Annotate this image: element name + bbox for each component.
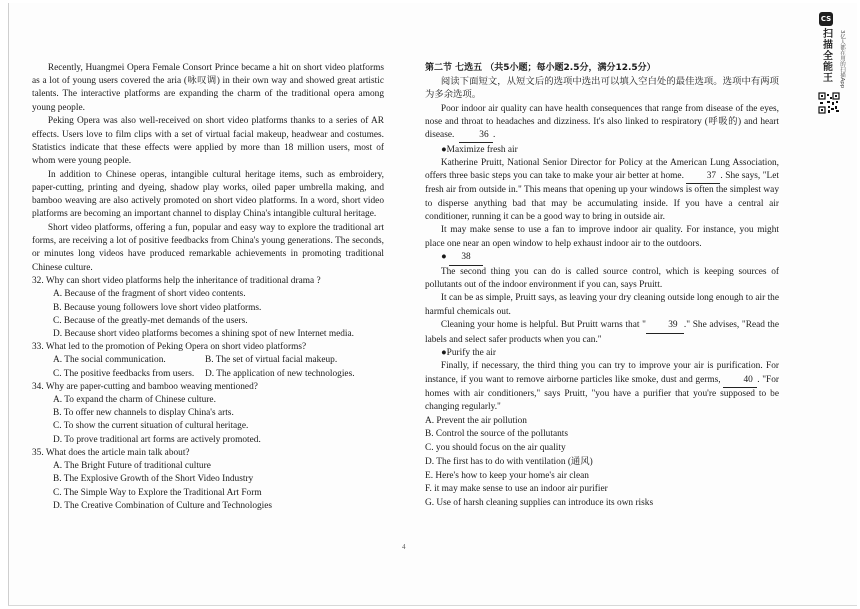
scanner-app-subtitle: 3亿人都在用的扫描App — [839, 30, 845, 89]
passage-paragraph-2: Peking Opera was also well-received on short video platforms thanks to a series of AR effects. Users love to film clips with a set of virtual facial makeup, headwear and costumes. Statistics indicate that these effects were applied by more than 18 million users, most of whom were young people. — [32, 116, 384, 166]
passage-paragraph-purification — [425, 360, 779, 414]
question-33-options-row-1 — [32, 354, 384, 367]
cleaning-text-end: ." She advises, "Read the labels and select safer products when you can." — [425, 320, 780, 345]
passage-paragraph-fan: It may make sense to use a fan to improve indoor air quality. For instance, you might place one near an open window to help exhaust indoor air to the outdoors. — [425, 225, 779, 249]
blank-37: 37 — [686, 170, 720, 184]
heading-maximize-fresh-air: ●Maximize fresh air — [441, 144, 518, 155]
question-33-option-c: C. The positive feedbacks from users. — [53, 368, 195, 379]
question-32-option-d: D. Because short video platforms becomes a shining spot of new Internet media. — [53, 329, 354, 340]
question-34-stem: 34. Why are paper-cutting and bamboo weaving mentioned? — [32, 381, 258, 392]
choice-option-c: C. you should focus on the air quality — [425, 443, 566, 454]
section-instructions: 阅读下面短文，从短文后的选项中选出可以填入空白处的最佳选项。选项中有两项为多余选项。 — [425, 76, 779, 100]
question-34-option-a: A. To expand the charm of Chinese culture. — [53, 395, 216, 406]
question-34-option-c: C. To show the current situation of cultural heritage. — [53, 421, 249, 432]
blank-40: 40 — [723, 374, 757, 388]
choice-option-a: A. Prevent the air pollution — [425, 415, 527, 426]
question-32-option-a: A. Because of the fragment of short video contents. — [53, 289, 246, 300]
scanner-app-name: 扫描全能王 — [820, 28, 832, 83]
intro-text: Poor indoor air quality can have health consequences that range from disease of the eyes, nose and throat to headaches and dizziness. It's also linked to respiratory (呼吸的) and heart disease. — [425, 103, 779, 141]
choice-option-e: E. Here's how to keep your home's air clean — [425, 470, 589, 481]
question-33-option-d: D. The application of new technologies. — [205, 368, 355, 379]
question-32-option-b: B. Because young followers love short video platforms. — [53, 302, 262, 313]
passage-paragraph-3: In addition to Chinese operas, intangible cultural heritage items, such as embroidery, paper-cutting, printing and dyeing, shadow play works, oiled paper umbrella making, and bamboo weaving are also actively promoted on short video platforms. In a word, short video platforms are becoming an important channel to display China's intangible cultural heritage. — [32, 169, 384, 220]
passage-paragraph-source-control: The second thing you can do is called source control, which is keeping sources of pollutants out of the indoor environment if you can, says Pruitt. — [425, 266, 779, 290]
question-35-option-b: B. The Explosive Growth of the Short Video Industry — [53, 474, 254, 485]
purification-text-start: Finally, if necessary, the third thing you can try to improve your air is purification. For instance, if you want to remove airborne particles like smoke, dust and germs, — [425, 361, 779, 385]
cleaning-text-start: Cleaning your home is helpful. But Pruitt warns that " — [440, 320, 646, 331]
blank-39: 39 — [646, 319, 684, 333]
page-number: 4 — [402, 543, 406, 551]
passage-paragraph-cleaning — [425, 319, 779, 346]
passage-paragraph-pruitt: Katherine Pruitt, National Senior Director for Policy at the American Lung Association, offers three basic steps you can take to make your air better at home. 37 . She says, "Let fresh air from outside in." This means that opening up your windows is often the simplest way to disperse anything bad that may be accumulating inside. If you have a central air conditioner, running it can be a good way to bring in outside air. — [425, 157, 779, 222]
scanner-watermark — [816, 12, 836, 90]
choice-option-f: F. it may make sense to use an indoor air purifier — [425, 484, 608, 495]
question-34-option-b: B. To offer new channels to display China's arts. — [53, 408, 234, 419]
blank-36: 36 — [459, 129, 493, 143]
pruitt-text-start: Katherine Pruitt, National Senior Director for Policy at the American Lung Association, offers three basic steps you can take to make your air better at home. — [425, 157, 779, 182]
question-33-option-a: A. The social communication. — [53, 355, 166, 366]
camscanner-logo: CS — [819, 12, 833, 26]
question-32-stem: 32. Why can short video platforms help the inheritance of traditional drama ? — [32, 276, 321, 287]
choice-option-b: B. Control the source of the pollutants — [425, 429, 568, 440]
qr-code-icon — [818, 92, 840, 114]
question-34-option-d: D. To prove traditional art forms are actively promoted. — [53, 434, 261, 445]
question-35-option-d: D. The Creative Combination of Culture and Technologies — [53, 500, 273, 511]
question-35-stem: 35. What does the article main talk about? — [32, 447, 190, 458]
choice-option-d: D. The first has to do with ventilation (通风) — [425, 456, 593, 467]
right-column — [425, 62, 779, 511]
passage-paragraph-1: Recently, Huangmei Opera Female Consort Prince became a hit on short video platforms as a lot of young users covered the aria (咏叹调) in their own way and showed great artistic talents. The interactive platforms are expanding the charm of the traditional opera among young people. — [32, 63, 384, 113]
question-33-stem: 33. What led to the promotion of Peking Opera on short video platforms? — [32, 342, 307, 353]
question-35-option-a: A. The Bright Future of traditional culture — [53, 461, 211, 472]
question-32-option-c: C. Because of the greatly-met demands of the users. — [53, 315, 248, 326]
passage-intro: Poor indoor air quality can have health consequences that range from disease of the eyes, nose and throat to headaches and dizziness. It's also linked to respiratory (呼吸的) and heart disease. 36 . — [425, 103, 779, 144]
heading-blank-38: ● 38 — [425, 251, 779, 265]
question-35-option-c: C. The Simple Way to Explore the Traditional Art Form — [53, 487, 262, 498]
purification-text-end: . "For homes with air conditioners," says Pruitt, "you have a purifier that you're supposed to be changing regularly." — [425, 374, 779, 413]
heading-purify-the-air: ●Purify the air — [441, 348, 496, 359]
passage-paragraph-4: Short video platforms, offering a fun, popular and easy way to explore the traditional art forms, are receiving a lot of positive feedbacks from China's young generations. The seconds, or minutes long videos have produced remarkable achievements in promoting traditional Chinese culture. — [32, 222, 384, 273]
blank-38: 38 — [449, 251, 483, 265]
choice-option-g: G. Use of harsh cleaning supplies can introduce its own risks — [425, 498, 654, 508]
left-column — [32, 62, 384, 513]
question-33-option-b: B. The set of virtual facial makeup. — [205, 355, 338, 366]
section-title: 第二节 七选五 （共5小题；每小题2.5分，满分12.5分） — [425, 63, 656, 73]
pruitt-text-end: She says, "Let fresh air from outside in." This means that opening up your windows is often the simplest way to disperse anything bad that may be accumulating inside. If you have a central air conditioner, running it can be a good way to bring in outside air. — [425, 171, 779, 222]
passage-paragraph-dry-cleaning: It can be as simple, Pruitt says, as leaving your dry cleaning outside long enough to air the harmful chemicals out. — [425, 293, 779, 317]
question-33-options-row-2 — [32, 368, 384, 381]
